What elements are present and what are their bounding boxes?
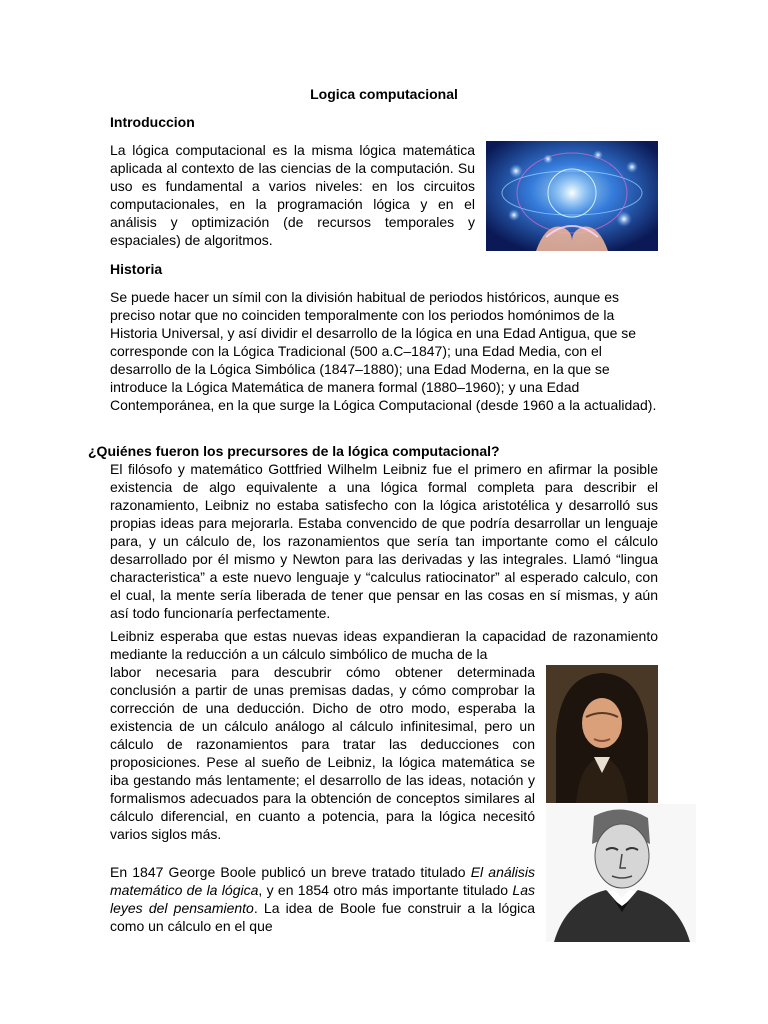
leibniz-paragraph: El filósofo y matemático Gottfried Wilhelm Leibniz fue el primero en afirmar la posible existencia de algo equivalente a una lógica formal completa para describir el razonamiento, Leibniz no estaba satisfecho con la lógica aristotélica y desarrolló sus propias ideas para mejorarla. Estaba convencido de que podría desarrollar un lenguaje para, y un cálculo de, los razonamientos que sería tan importante como el cálculo desarrollado por él mismo y Newton para las derivadas y las integrales. Llamó “lingua characteristica” a este nuevo lenguaje y “calculus ratiocinator” al esperado calculo, con el cual, la mente sería liberada de tener que pensar en las cosas en sí mismas, y aún así todo funcionaría perfectamente.	[110, 461, 658, 621]
boole-text-pre: En 1847 George Boole publicó un breve tratado titulado	[110, 864, 471, 880]
boole-portrait	[546, 804, 696, 942]
historia-paragraph: Se puede hacer un símil con la división habitual de periodos históricos, aunque es preciso notar que no coinciden temporalmente con los periodos homónimos de la Historia Universal, y así dividir el desarrollo de la lógica en una Edad Antigua, que se corresponde con la Lógica Tradicional (500 a.C–1847); una Edad Media, con el desarrollo de la Lógica Simbólica (1847–1880); una Edad Moderna, en la que se introduce la Lógica Matemática de manera formal (1880–1960); y una Edad Contemporánea, en la que surge la Lógica Computacional (desde 1960 a la actualidad).	[110, 289, 657, 413]
boole-book-2: Las leyes del pensamiento	[110, 882, 535, 916]
intro-heading: Introduccion	[110, 114, 195, 130]
leibniz-portrait	[546, 665, 658, 803]
computational-logic-illustration	[486, 141, 658, 251]
intro-paragraph: La lógica computacional es la misma lógica matemática aplicada al contexto de las ciencias de la computación. Su uso es fundamental a varios niveles: en los circuitos computacionales, en la programación lógica y en el análisis y optimización (de recursos temporales y espaciales) de algoritmos.	[110, 142, 475, 248]
document-title: Logica computacional	[310, 86, 458, 102]
boole-portrait-icon	[546, 804, 696, 942]
precursores-heading: ¿Quiénes fueron los precursores de la lógica computacional?	[88, 443, 500, 459]
boole-book-1: El análisis matemático de la lógica	[110, 864, 535, 898]
leibniz-paragraph-2-start: Leibniz esperaba que estas nuevas ideas expandieran la capacidad de razonamiento mediante la reducción a un cálculo simbólico de mucha de la	[110, 628, 658, 662]
leibniz-portrait-icon	[546, 665, 658, 803]
boole-text-mid: , y en 1854 otro más importante titulado	[258, 882, 513, 898]
boole-paragraph	[110, 863, 535, 935]
leibniz-paragraph-2-wrap: labor necesaria para descubrir cómo obtener determinada conclusión a partir de unas premisas dadas, y cómo comprobar la corrección de una deducción. Dicho de otro modo, esperaba la existencia de un cálculo análogo al cálculo infinitesimal, pero un cálculo de razonamientos para tratar las deducciones con proposiciones. Pese al sueño de Leibniz, la lógica matemática se iba gestando más lentamente; el desarrollo de las ideas, notación y formalismos adecuados para la obtención de conceptos similares al cálculo diferencial, en cuanto a potencia, para la lógica necesitó varios siglos más.	[110, 664, 535, 842]
tech-globe-icon	[486, 141, 658, 251]
historia-heading: Historia	[110, 261, 163, 277]
boole-text-post: . La idea de Boole fue construir a la lógica como un cálculo en el que	[110, 900, 535, 934]
